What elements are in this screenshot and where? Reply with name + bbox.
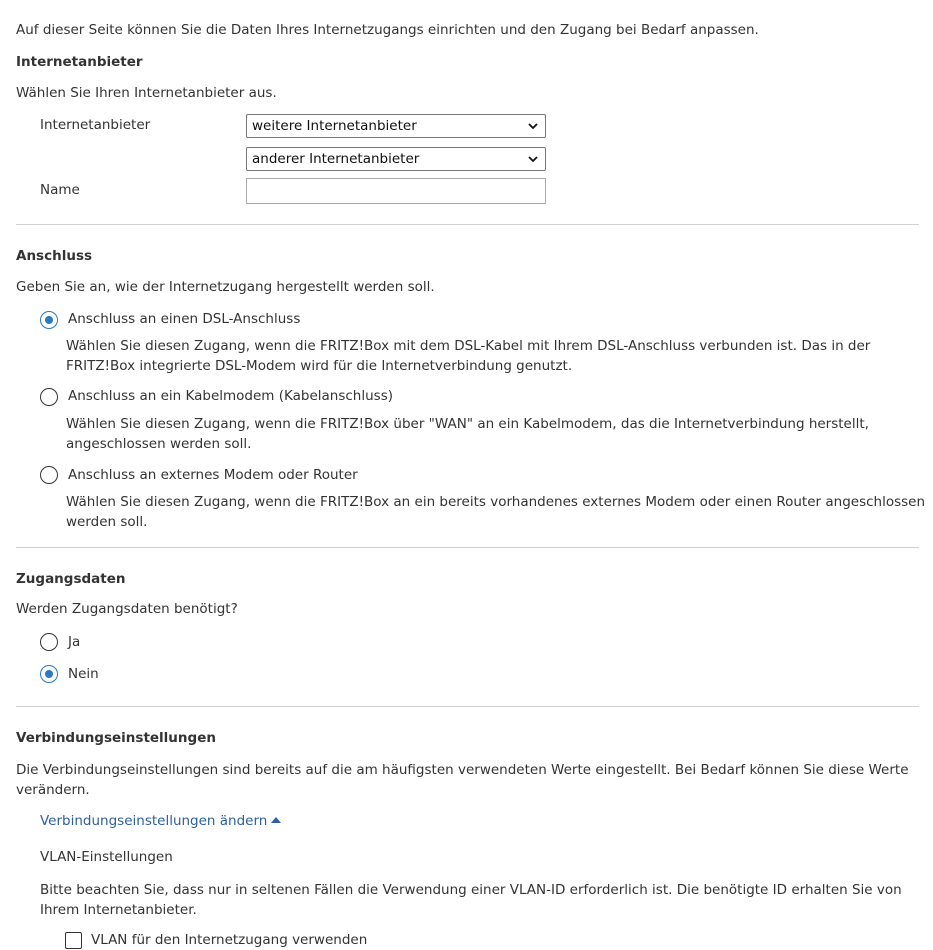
name-input[interactable] <box>246 178 546 204</box>
radio-credentials-no-label[interactable]: Nein <box>68 666 99 682</box>
radio-selected-dot <box>45 316 53 324</box>
credentials-heading: Zugangsdaten <box>16 571 126 587</box>
provider-sub-select[interactable] <box>246 147 546 171</box>
chevron-down-icon <box>527 119 539 133</box>
radio-external-router-description: Wählen Sie diesen Zugang, wenn die FRITZ!Box an ein bereits vorhandenes externes Modem oder einen Router angeschlossen werden soll. <box>66 494 926 530</box>
radio-credentials-yes[interactable] <box>40 633 58 651</box>
name-label: Name <box>40 182 80 198</box>
intro-text: Auf dieser Seite können Sie die Daten Ihres Internetzugangs einrichten und den Zugang bei Bedarf anpassen. <box>16 22 759 38</box>
radio-external-router[interactable] <box>40 466 58 484</box>
vlan-heading: VLAN-Einstellungen <box>40 849 173 865</box>
caret-up-icon <box>271 817 281 823</box>
radio-dsl-label[interactable]: Anschluss an einen DSL-Anschluss <box>68 311 301 327</box>
radio-selected-dot <box>45 670 53 678</box>
radio-dsl-description: Wählen Sie diesen Zugang, wenn die FRITZ!Box mit dem DSL-Kabel mit Ihrem DSL-Anschluss verbunden ist. Das in der FRITZ!Box integrierte DSL-Modem wird für die Internetverbindung genutzt. <box>66 338 871 374</box>
section-divider <box>16 224 919 225</box>
change-settings-link-label: Verbindungseinstellungen ändern <box>40 813 268 829</box>
provider-prompt: Wählen Sie Ihren Internetanbieter aus. <box>16 85 277 101</box>
vlan-note: Bitte beachten Sie, dass nur in seltenen Fällen die Verwendung einer VLAN-ID erforderlich ist. Die benötigte ID erhalten Sie von Ihrem Internetanbieter. <box>40 882 902 918</box>
connection-heading: Anschluss <box>16 248 93 264</box>
provider-sub-select-value: anderer Internetanbieter <box>252 151 420 167</box>
settings-description: Die Verbindungseinstellungen sind bereits auf die am häufigsten verwendeten Werte eingestellt. Bei Bedarf können Sie diese Werte verändern. <box>16 762 909 798</box>
provider-select-value: weitere Internetanbieter <box>252 118 417 134</box>
section-divider <box>16 706 919 707</box>
radio-dsl[interactable] <box>40 311 58 329</box>
change-settings-link[interactable] <box>40 813 281 829</box>
chevron-down-icon <box>527 152 539 166</box>
vlan-checkbox-label[interactable]: VLAN für den Internetzugang verwenden <box>91 932 368 948</box>
provider-heading: Internetanbieter <box>16 54 143 70</box>
radio-cable-modem-description: Wählen Sie diesen Zugang, wenn die FRITZ!Box über "WAN" an ein Kabelmodem, das die Internetverbindung herstellt, angeschlossen werden soll. <box>66 416 869 452</box>
radio-credentials-no[interactable] <box>40 665 58 683</box>
section-divider <box>16 547 919 548</box>
settings-heading: Verbindungseinstellungen <box>16 730 216 746</box>
provider-select[interactable] <box>246 114 546 138</box>
vlan-checkbox[interactable] <box>65 932 82 949</box>
radio-credentials-yes-label[interactable]: Ja <box>68 634 81 650</box>
provider-label: Internetanbieter <box>40 117 151 133</box>
connection-prompt: Geben Sie an, wie der Internetzugang hergestellt werden soll. <box>16 279 435 295</box>
credentials-prompt: Werden Zugangsdaten benötigt? <box>16 601 238 617</box>
radio-cable-modem[interactable] <box>40 388 58 406</box>
radio-external-router-label[interactable]: Anschluss an externes Modem oder Router <box>68 467 358 483</box>
radio-cable-modem-label[interactable]: Anschluss an ein Kabelmodem (Kabelanschluss) <box>68 388 393 404</box>
